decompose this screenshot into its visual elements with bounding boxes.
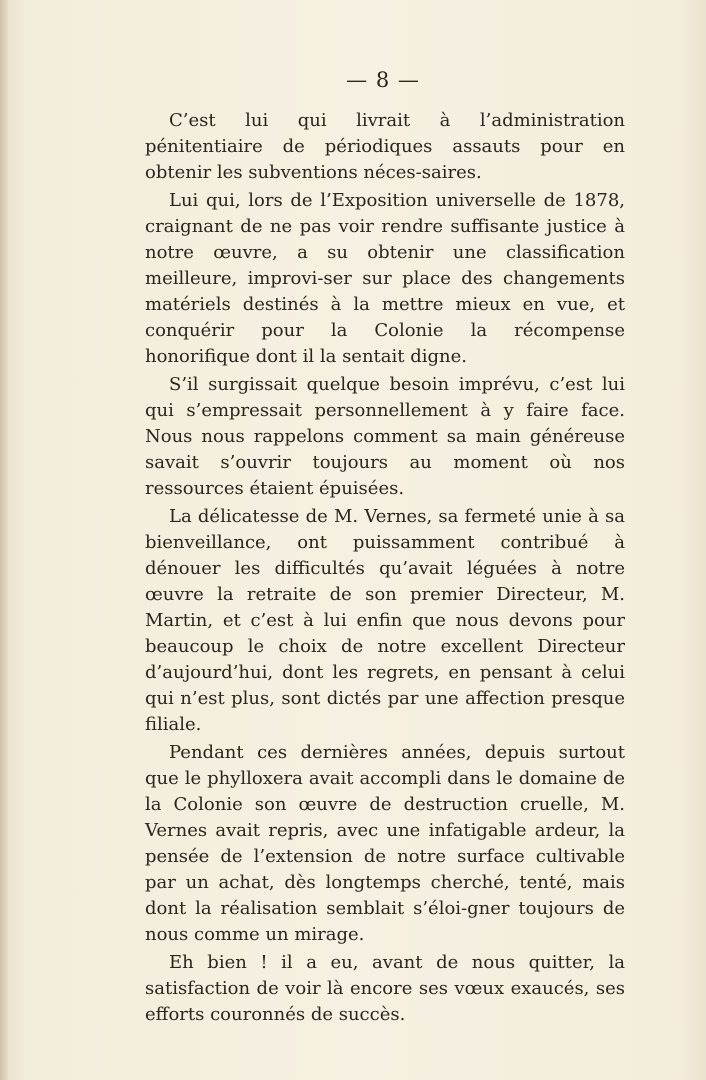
body-text bbox=[145, 108, 625, 1028]
paragraph: La délicatesse de M. Vernes, sa fermeté unie à sa bienveillance, ont puissamment contribué à dénouer les difficultés qu’avait léguées à notre œuvre la retraite de son premier Directeur, M. Martin, et c’est à lui enfin que nous devons pour beaucoup le choix de notre excellent Directeur d’aujourd’hui, dont les regrets, en pensant à celui qui n’est plus, sont dictés par une affection presque filiale. bbox=[145, 506, 625, 735]
binding-edge bbox=[0, 0, 8, 1080]
page-number: — 8 — bbox=[346, 68, 420, 92]
paragraph: C’est lui qui livrait à l’administration pénitentiaire de périodiques assauts pour en obtenir les subventions néces-saires. bbox=[145, 110, 625, 183]
paragraph: Pendant ces dernières années, depuis surtout que le phylloxera avait accompli dans le domaine de la Colonie son œuvre de destruction cruelle, M. Vernes avait repris, avec une infatigable ardeur, la pensée de l’extension de notre surface cultivable par un achat, dès longtemps cherché, tenté, mais dont la réalisation semblait s’éloi-gner toujours de nous comme un mirage. bbox=[145, 742, 625, 945]
paragraph: Eh bien ! il a eu, avant de nous quitter, la satisfaction de voir là encore ses vœux exaucés, ses efforts couronnés de succès. bbox=[145, 952, 625, 1025]
paragraph: S’il surgissait quelque besoin imprévu, c’est lui qui s’empressait personnellement à y faire face. Nous nous rappelons comment sa main généreuse savait s’ouvrir toujours au moment où nos ressources étaient épuisées. bbox=[145, 374, 625, 499]
paragraph: Lui qui, lors de l’Exposition universelle de 1878, craignant de ne pas voir rendre suffisante justice à notre œuvre, a su obtenir une classification meilleure, improvi-ser sur place des changements matériels destinés à la mettre mieux en vue, et conquérir pour la Colonie la récompense honorifique dont il la sentait digne. bbox=[145, 190, 625, 367]
